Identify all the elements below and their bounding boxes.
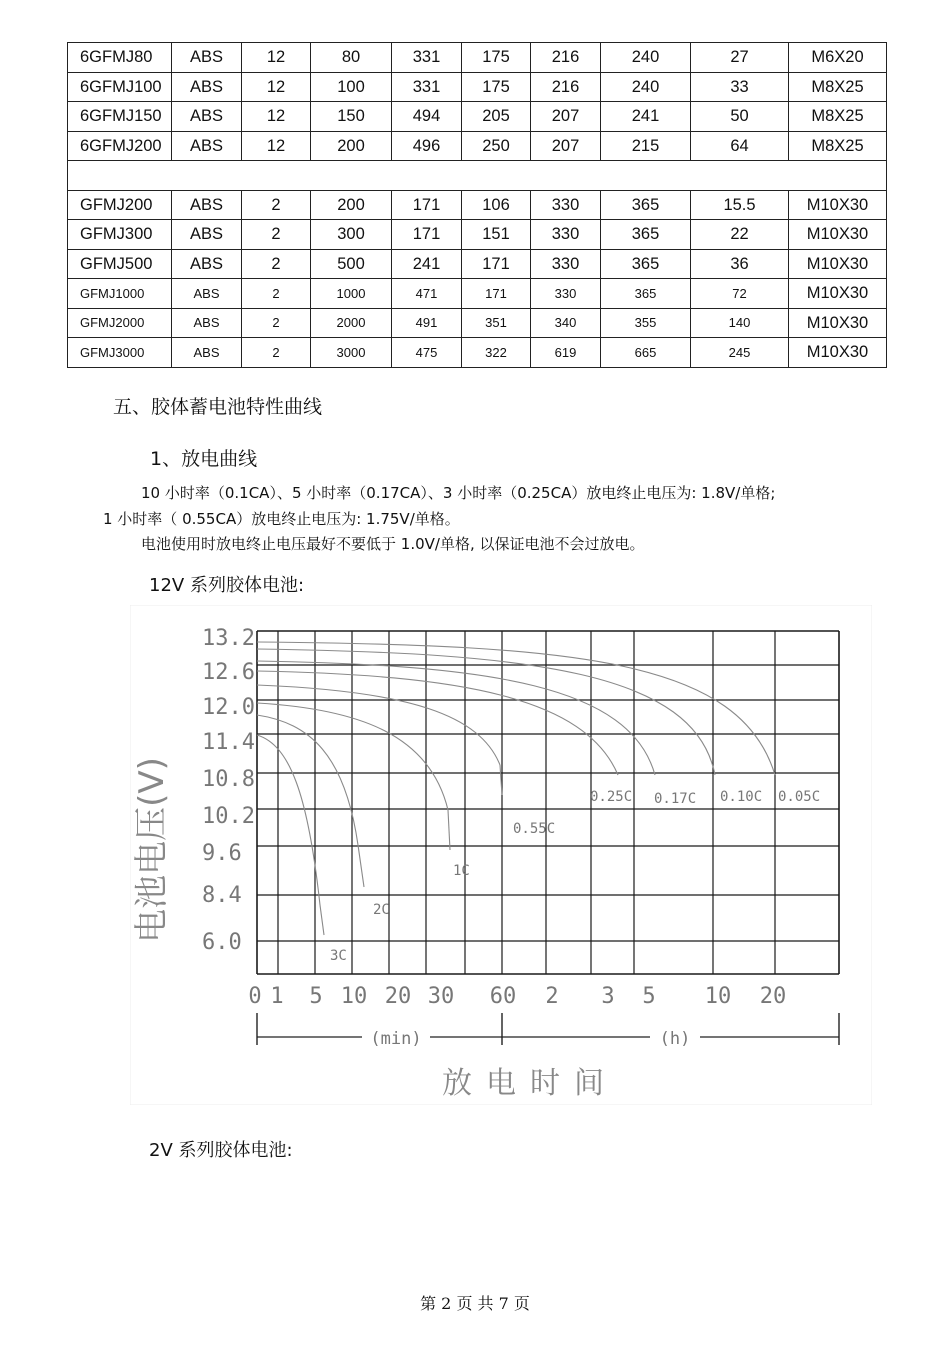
table-cell: 475: [392, 338, 462, 368]
model-cell: GFMJ500: [68, 249, 172, 279]
table-cell: 50: [691, 102, 789, 132]
table-cell: 15.5: [691, 190, 789, 220]
table-cell: 2: [242, 190, 311, 220]
curve-label: 0.17C: [654, 791, 697, 807]
table-cell: ABS: [172, 43, 242, 73]
table-cell: 175: [462, 43, 531, 73]
table-cell: 340: [531, 308, 601, 338]
table-row: [68, 131, 887, 161]
table-cell: 151: [462, 220, 531, 250]
y-tick-label: 11.4: [202, 730, 255, 755]
table-cell: 665: [601, 338, 691, 368]
table-cell: 207: [531, 131, 601, 161]
x-tick-label: 30: [427, 984, 455, 1009]
table-cell: 300: [311, 220, 392, 250]
table-cell: 331: [392, 43, 462, 73]
table-cell: 207: [531, 102, 601, 132]
y-tick-label: 13.2: [202, 626, 255, 651]
table-cell: 200: [311, 131, 392, 161]
table-cell: 12: [242, 102, 311, 132]
x-tick-label: 0: [248, 984, 262, 1009]
table-row: [68, 279, 887, 309]
table-cell: 2: [242, 308, 311, 338]
section-heading: 五、胶体蓄电池特性曲线: [113, 396, 323, 418]
table-cell: ABS: [172, 131, 242, 161]
table-separator-row: [68, 161, 887, 191]
table-cell: M6X20: [789, 43, 887, 73]
table-cell: M8X25: [789, 72, 887, 102]
model-cell: GFMJ2000: [68, 308, 172, 338]
curve-label: 3C: [330, 948, 347, 964]
table-cell: 100: [311, 72, 392, 102]
x-unit-h: (h): [659, 1029, 691, 1049]
table-cell: 330: [531, 249, 601, 279]
curve-label: 0.05C: [778, 789, 821, 805]
table-cell: 150: [311, 102, 392, 132]
table-cell: 200: [311, 190, 392, 220]
model-cell: GFMJ200: [68, 190, 172, 220]
discharge-curve-chart: [130, 605, 872, 1105]
model-cell: 6GFMJ100: [68, 72, 172, 102]
table-cell: 330: [531, 220, 601, 250]
table-cell: 330: [531, 279, 601, 309]
table-cell: 496: [392, 131, 462, 161]
table-cell: ABS: [172, 220, 242, 250]
curve-label: 0.55C: [513, 821, 556, 837]
curve-label: 2C: [373, 902, 390, 918]
table-cell: 12: [242, 72, 311, 102]
paragraph-3: 电池使用时放电终止电压最好不要低于 1.0V/单格, 以保证电池不会过放电。: [141, 535, 645, 553]
x-tick-label: 5: [309, 984, 323, 1009]
table-cell: M8X25: [789, 131, 887, 161]
table-cell: 1000: [311, 279, 392, 309]
sub-heading: 1、放电曲线: [150, 448, 258, 470]
table-cell: 22: [691, 220, 789, 250]
y-tick-label: 10.2: [202, 804, 255, 829]
y-axis-label: 电池电压(V): [132, 757, 172, 943]
x-tick-label: 20: [384, 984, 412, 1009]
table-cell: M10X30: [789, 249, 887, 279]
table-cell: 12: [242, 43, 311, 73]
table-cell: 36: [691, 249, 789, 279]
discharge-curve-svg: [130, 605, 872, 1105]
table-cell: 241: [601, 102, 691, 132]
table-cell: 494: [392, 102, 462, 132]
table-cell: 80: [311, 43, 392, 73]
curve-label: 0.10C: [720, 789, 763, 805]
table-cell: 330: [531, 190, 601, 220]
table-cell: M10X30: [789, 338, 887, 368]
table-row: [68, 308, 887, 338]
x-unit-min: (min): [370, 1029, 422, 1049]
x-tick-label: 10: [704, 984, 732, 1009]
table-cell: 365: [601, 249, 691, 279]
x-axis-label: 放电时间: [442, 1066, 618, 1101]
table-cell: 322: [462, 338, 531, 368]
table-12v-rows: [68, 43, 887, 161]
table-row: [68, 190, 887, 220]
table-cell: M10X30: [789, 279, 887, 309]
table-row: [68, 43, 887, 73]
table-2v-rows: [68, 190, 887, 367]
table-cell: 64: [691, 131, 789, 161]
table-cell: 33: [691, 72, 789, 102]
table-row: [68, 338, 887, 368]
table-cell: M10X30: [789, 220, 887, 250]
table-cell: 351: [462, 308, 531, 338]
table-cell: 106: [462, 190, 531, 220]
table-cell: M10X30: [789, 190, 887, 220]
table-cell: 365: [601, 190, 691, 220]
table-cell: 365: [601, 279, 691, 309]
series-12v-label: 12V 系列胶体电池:: [149, 575, 305, 596]
table-cell: 250: [462, 131, 531, 161]
model-cell: GFMJ3000: [68, 338, 172, 368]
table-cell: 619: [531, 338, 601, 368]
table-cell: 27: [691, 43, 789, 73]
series-2v-label: 2V 系列胶体电池:: [149, 1140, 293, 1161]
table-cell: 240: [601, 43, 691, 73]
table-cell: 171: [462, 249, 531, 279]
x-tick-label: 60: [489, 984, 517, 1009]
model-cell: 6GFMJ150: [68, 102, 172, 132]
page-footer: 第 2 页 共 7 页: [420, 1294, 530, 1313]
table-cell: 240: [601, 72, 691, 102]
table-cell: 2: [242, 249, 311, 279]
x-tick-label: 20: [759, 984, 787, 1009]
table-cell: 331: [392, 72, 462, 102]
x-tick-label: 5: [642, 984, 656, 1009]
battery-spec-table: [67, 42, 887, 368]
table-cell: M10X30: [789, 308, 887, 338]
table-cell: 355: [601, 308, 691, 338]
y-tick-label: 6.0: [202, 930, 242, 955]
table-cell: 171: [462, 279, 531, 309]
y-tick-label: 10.8: [202, 767, 255, 792]
paragraph-2: 1 小时率（ 0.55CA）放电终止电压为: 1.75V/单格。: [103, 510, 460, 528]
curve-label: 0.25C: [590, 789, 633, 805]
paragraph-1: 10 小时率（0.1CA）、5 小时率（0.17CA）、3 小时率（0.25CA）放电终止电压为: 1.8V/单格;: [141, 484, 776, 502]
table-cell: 12: [242, 131, 311, 161]
table-cell: 140: [691, 308, 789, 338]
table-cell: 3000: [311, 338, 392, 368]
table-cell: 2: [242, 338, 311, 368]
table-cell: ABS: [172, 279, 242, 309]
table-cell: 241: [392, 249, 462, 279]
table-cell: 175: [462, 72, 531, 102]
y-tick-label: 12.6: [202, 660, 255, 685]
table-cell: ABS: [172, 308, 242, 338]
table-cell: ABS: [172, 72, 242, 102]
table-cell: 245: [691, 338, 789, 368]
table-cell: 215: [601, 131, 691, 161]
table-row: [68, 220, 887, 250]
model-cell: 6GFMJ80: [68, 43, 172, 73]
table-cell: ABS: [172, 102, 242, 132]
model-cell: GFMJ1000: [68, 279, 172, 309]
table-cell: 171: [392, 190, 462, 220]
table-cell: 205: [462, 102, 531, 132]
y-tick-label: 9.6: [202, 841, 242, 866]
table-cell: 72: [691, 279, 789, 309]
x-tick-label: 3: [601, 984, 615, 1009]
table-cell: 365: [601, 220, 691, 250]
x-tick-label: 2: [545, 984, 559, 1009]
table-cell: 216: [531, 72, 601, 102]
table-row: [68, 102, 887, 132]
table-cell: ABS: [172, 190, 242, 220]
table-cell: 2000: [311, 308, 392, 338]
table-cell: 491: [392, 308, 462, 338]
model-cell: 6GFMJ200: [68, 131, 172, 161]
y-tick-label: 12.0: [202, 695, 255, 720]
table-cell: 500: [311, 249, 392, 279]
table-row: [68, 72, 887, 102]
table-cell: 171: [392, 220, 462, 250]
table-cell: ABS: [172, 249, 242, 279]
table-cell: M8X25: [789, 102, 887, 132]
table-cell: 216: [531, 43, 601, 73]
table-cell: 2: [242, 220, 311, 250]
table-cell: ABS: [172, 338, 242, 368]
table-cell: 471: [392, 279, 462, 309]
x-tick-label: 10: [340, 984, 368, 1009]
model-cell: GFMJ300: [68, 220, 172, 250]
table-row: [68, 249, 887, 279]
x-tick-label: 1: [270, 984, 284, 1009]
table-cell: 2: [242, 279, 311, 309]
y-tick-label: 8.4: [202, 883, 242, 908]
curve-label: 1C: [453, 863, 470, 879]
